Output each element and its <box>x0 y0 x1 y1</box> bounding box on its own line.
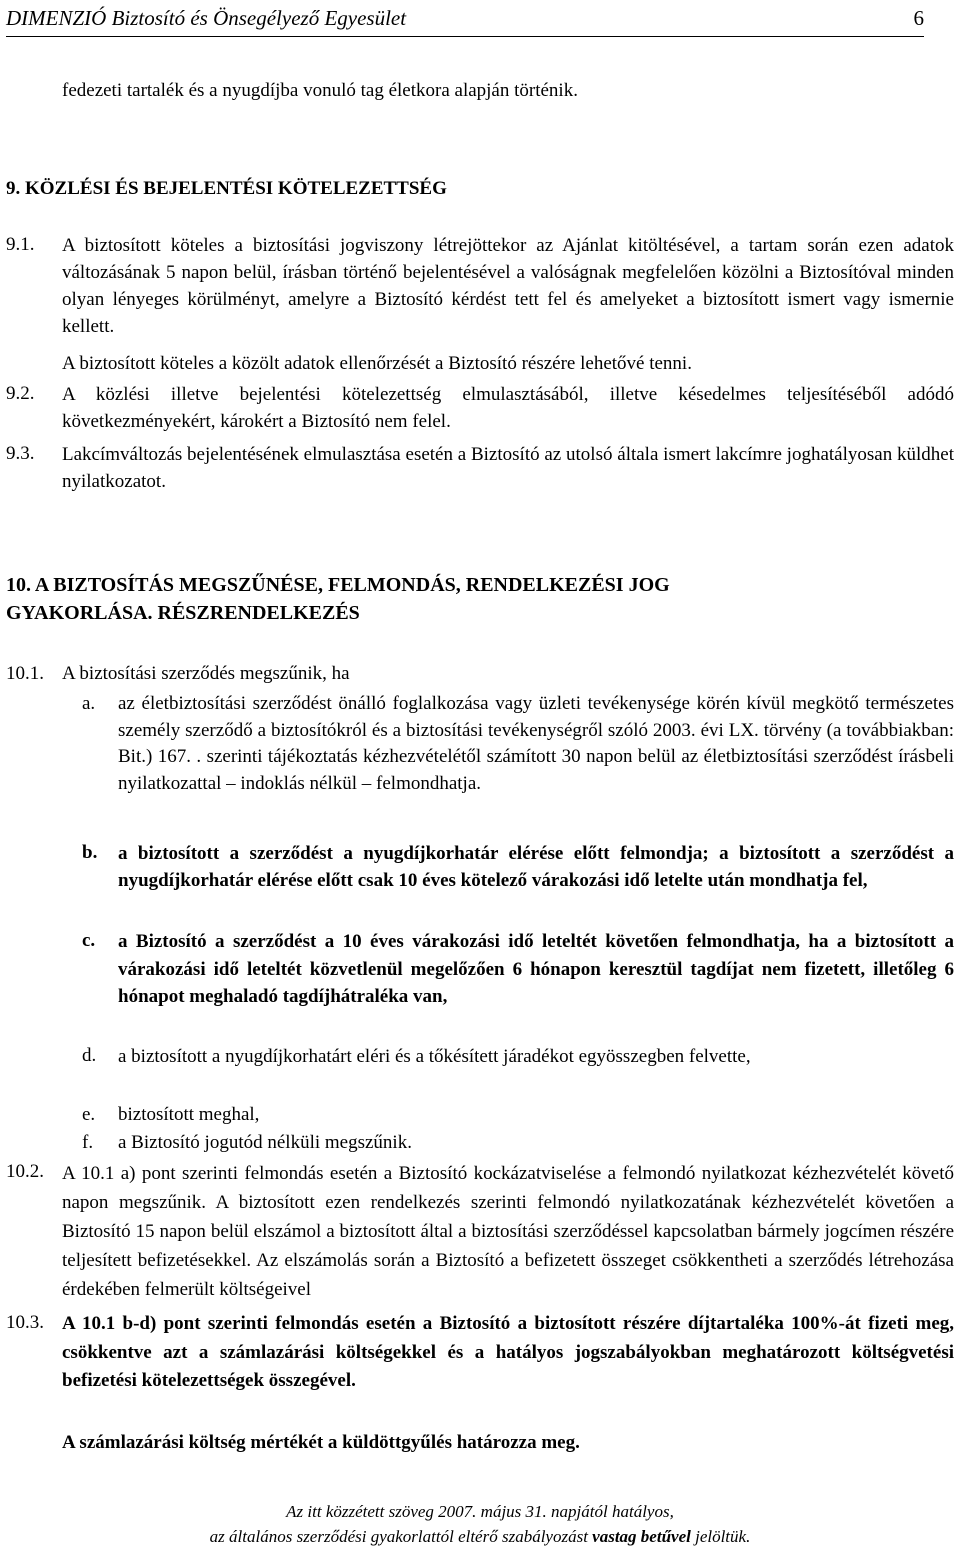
para-9-2-text: A közlési illetve bejelentési kötelezettség elmulasztásából, illetve késedelmes teljesítéséből adódó következményekért, károkért a Biztosító nem felel. <box>62 384 954 432</box>
page-header <box>6 4 924 37</box>
para-10-3-extra: A számlazárási költség mértékét a küldöttgyűlés határozza meg. <box>62 1432 580 1453</box>
para-10-2-number: 10.2. <box>6 1161 44 1182</box>
para-9-1-text: A biztosított köteles a biztosítási jogviszony létrejöttekor az Ajánlat kitöltésével, a tartam során ezen adatok változásának 5 napon belül, írásban történő bejelentésével a valóságnak megfelelően közölni a Biztosítóval minden olyan lényeges körülményt, amelyre a Biztosító kérdést tett fel és amelyeket a biztosított ismert vagy ismernie kellett. <box>62 235 954 337</box>
list-item-c-label: c. <box>82 930 96 951</box>
list-item-a-text: az életbiztosítási szerződést önálló foglalkozása vagy üzleti tevékenysége körén kívül megkötő természetes személy szerződő a biztosítókról és a biztosítási tevékenységről szóló 2003. évi LX. törvény (a továbbiakban: Bit.) 167. . szerinti tájékoztatás kézhezvételétől számított 30 napon belül az életbiztosítási szerződést írásbeli nyilatkozattal – indoklás nélkül – felmondhatja. <box>118 693 954 794</box>
para-9-3-text: Lakcímváltozás bejelentésének elmulasztása esetén a Biztosító az utolsó általa ismert lakcímre joghatályosan küldhet nyilatkozatot. <box>62 444 954 492</box>
footer-line-2 <box>0 1527 960 1547</box>
list-item-f-label: f. <box>82 1132 94 1153</box>
section-10-heading-line1: 10. A BIZTOSÍTÁS MEGSZŰNÉSE, FELMONDÁS, RENDELKEZÉSI JOG <box>6 574 670 596</box>
para-10-1-text: A biztosítási szerződés megszűnik, ha <box>62 663 350 684</box>
list-item-b-text: a biztosított a szerződést a nyugdíjkorhatár elérése előtt felmondja; a biztosított a szerződést a nyugdíjkorhatár elérése előtt csak 10 éves kötelező várakozási idő letelte után mondhatja fel, <box>118 843 954 891</box>
para-10-3-number: 10.3. <box>6 1312 44 1333</box>
footer-bold-phrase: vastag betűvel <box>592 1527 691 1546</box>
para-10-2-text: A 10.1 a) pont szerinti felmondás esetén a Biztosító kockázatviselése a felmondó nyilatkozat kézhezvételét követő napon megszűnik. A biztosított ezen rendelkezés szerinti felmondó nyilatkozatának kézhezvételét követően a Biztosító 15 napon belül elszámol a biztosított által a biztosítási szerződéssel kapcsolatban bármely jogcímen részére teljesített befizetésekkel. Az elszámolás során a Biztosító a befizetett összeget csökkentheti a szerződés létrehozása érdekében felmerült költségeivel <box>62 1163 954 1300</box>
list-item-b-label: b. <box>82 842 98 863</box>
list-item-e-label: e. <box>82 1104 96 1125</box>
section-9-heading: 9. KÖZLÉSI ÉS BEJELENTÉSI KÖTELEZETTSÉG <box>6 178 447 199</box>
footer-line-2-end: jelöltük. <box>690 1527 751 1546</box>
para-9-1-extra: A biztosított köteles a közölt adatok ellenőrzését a Biztosító részére lehetővé tenni. <box>62 353 692 374</box>
footer-line-1: Az itt közzétett szöveg 2007. május 31. napjától hatályos, <box>286 1502 674 1521</box>
footer-line-2-start: az általános szerződési gyakorlattól eltérő szabályozást <box>209 1527 593 1546</box>
section-10-heading-line2: GYAKORLÁSA. RÉSZRENDELKEZÉS <box>6 602 360 624</box>
intro-line: fedezeti tartalék és a nyugdíjba vonuló tag életkora alapján történik. <box>62 80 578 101</box>
list-item-d-label: d. <box>82 1045 97 1066</box>
para-9-1-number: 9.1. <box>6 234 35 255</box>
list-item-a-label: a. <box>82 693 96 714</box>
list-item-c-text: a Biztosító a szerződést a 10 éves várakozási idő leteltét követően felmondhatja, ha a biztosított a várakozási idő leteltét közvetlenül megelőzően 6 hónapon keresztül tagdíjat nem fizetett, illetőleg 6 hónapot meghaladó tagdíjhátraléka van, <box>118 931 954 1007</box>
page-number: 6 <box>913 6 924 30</box>
para-10-1-number: 10.1. <box>6 663 44 684</box>
para-9-3-number: 9.3. <box>6 443 35 464</box>
list-item-d-text: a biztosított a nyugdíjkorhatárt eléri és a tőkésített járadékot egyösszegben felvette, <box>118 1046 751 1067</box>
para-9-2-number: 9.2. <box>6 383 35 404</box>
list-item-f-text: a Biztosító jogutód nélküli megszűnik. <box>118 1132 412 1153</box>
para-10-3-text: A 10.1 b-d) pont szerinti felmondás esetén a Biztosító a biztosított részére díjtartaléka 100%-át fizeti meg, csökkentve azt a számlazárási költségekkel és a hatályos jogszabályokban meghatározott költségvetési befizetési kötelezettségek összegével. <box>62 1313 954 1391</box>
list-item-e-text: biztosított meghal, <box>118 1104 260 1125</box>
header-org-name: DIMENZIÓ Biztosító és Önsegélyező Egyesület <box>6 6 407 30</box>
